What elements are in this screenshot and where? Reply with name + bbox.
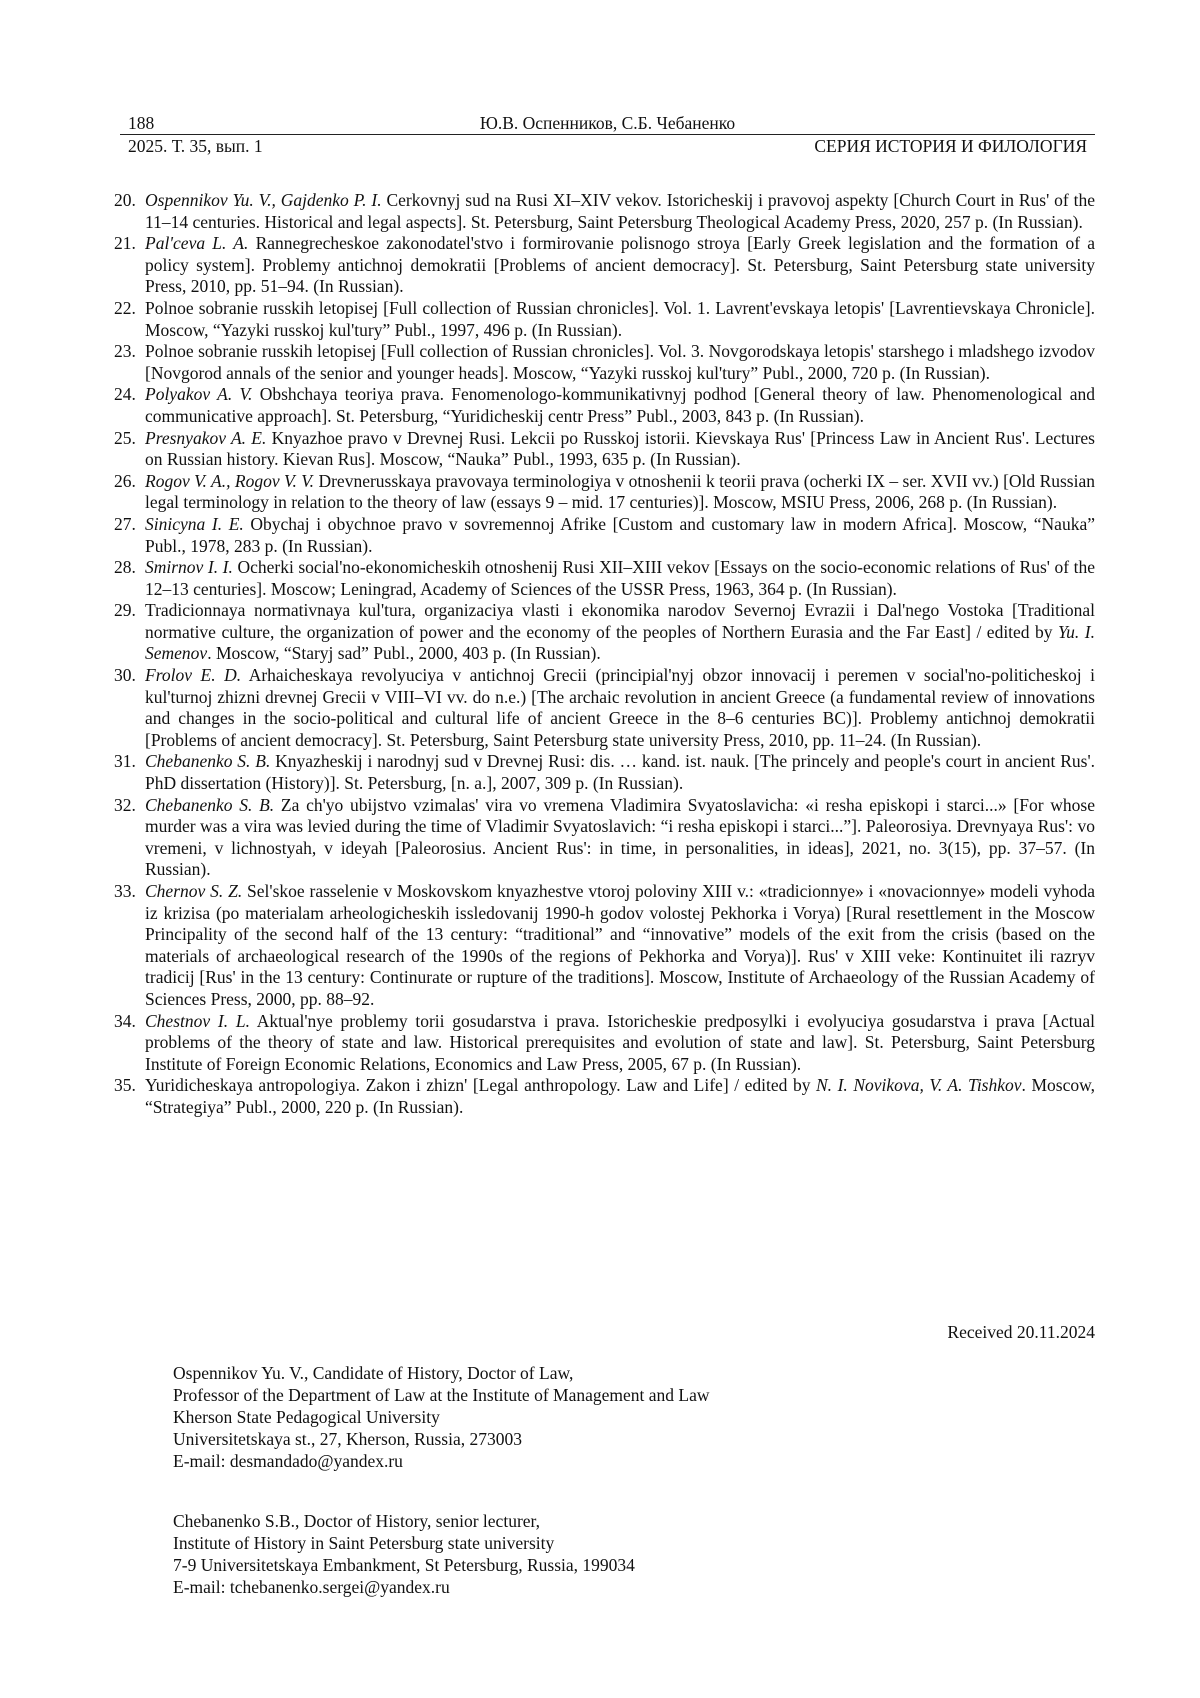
reference-item xyxy=(112,471,1095,514)
reference-author: Rogov V. A., Rogov V. V. xyxy=(145,470,315,491)
reference-text: Polnoe sobranie russkih letopisej [Full collection of Russian chronicles]. Vol. 3. Novgorodskaya letopis' starshego i mladshego izvodov [Novgorod annals of the senior and younger heads]. Moscow, “Yazyki russkoj kul'tury” Publ., 2000, 720 p. (In Russian). xyxy=(145,341,1095,383)
reference-text: Za ch'yo ubijstvo vzimalas' vira vo vremena Vladimira Svyatoslavicha: «i resha episkopi i starci...» [For whose murder was a vira was levied during the time of Vladimir Svyatoslavich: “i resha episkopi i starci...”]. Paleorosiya. Drevnyaya Rus': vo vremeni, v lichnostyah, v ideyah [Paleorosius. Ancient Rus': in time, in personalities, in ideas], 2021, no. 3(15), pp. 37–57. (In Russian). xyxy=(145,794,1095,880)
reference-number: 33. xyxy=(114,881,136,901)
reference-item xyxy=(112,1075,1095,1118)
reference-item xyxy=(112,233,1095,298)
reference-text: Rannegrecheskoe zakonodatel'stvo i formirovanie polisnogo stroya [Early Greek legislation and the formation of a policy system]. Problemy antichnoj demokratii [Problems of ancient democracy]. St. Petersburg, Saint Petersburg state university Press, 2010, pp. 51–94. (In Russian). xyxy=(145,233,1095,297)
reference-text: Sel'skoe rasselenie v Moskovskom knyazhestve vtoroj poloviny XIII v.: «tradicionnye» i «novacionnye» modeli vyhoda iz krizisa (po materialam arheologicheskih issledovanij 1990-h godov volostej Pekhorka i Vorya) [Rural resettlement in the Moscow Principality of the second half of the 13 century: “traditional” and “innovative” models of the exit from the crisis (based on the materials of archaeological research of the 1990s of the regions of Pekhorka and Vorya)]. Rus' v XIII veke: Kontinuitet ili razryv tradicij [Rus' in the 13 century: Continurate or rupture of the traditions]. Moscow, Institute of Archaeology of the Russian Academy of Sciences Press, 2000, pp. 88–92. xyxy=(145,881,1096,1009)
reference-author: Sinicyna I. E. xyxy=(145,513,244,534)
affiliation-line: Institute of History in Saint Petersburg state university xyxy=(173,1533,555,1553)
reference-number: 31. xyxy=(114,751,136,772)
reference-number: 32. xyxy=(114,794,136,815)
affiliation-line: Universitetskaya st., 27, Kherson, Russia, 273003 xyxy=(173,1429,522,1449)
reference-number: 27. xyxy=(114,513,136,534)
reference-number: 28. xyxy=(114,557,136,578)
affiliation-line: Kherson State Pedagogical University xyxy=(173,1407,440,1427)
reference-text-tail: . Moscow, “Strategiya” Publ., 2000, 220 p. (In Russian). xyxy=(145,1075,1095,1117)
header-row-bottom xyxy=(120,135,1095,157)
reference-author: Smirnov I. I. xyxy=(145,557,233,578)
reference-author: Chernov S. Z. xyxy=(145,881,243,901)
reference-text: Polnoe sobranie russkih letopisej [Full collection of Russian chronicles]. Vol. 1. Lavrent'evskaya letopis' [Lavrentievskaya Chronicle]. Moscow, “Yazyki russkoj kul'tury” Publ., 1997, 496 p. (In Russian). xyxy=(145,297,1095,340)
reference-number: 26. xyxy=(114,470,136,491)
reference-number: 25. xyxy=(114,427,136,448)
reference-text-tail: . Moscow, “Staryj sad” Publ., 2000, 403 p. (In Russian). xyxy=(207,643,601,664)
reference-author: Polyakov A. V. xyxy=(145,384,253,405)
reference-text: Knyazhoe pravo v Drevnej Rusi. Lekcii po Russkoj istorii. Kievskaya Rus' [Princess Law in Ancient Rus'. Lectures on Russian history. Kievan Rus]. Moscow, “Nauka” Publ., 1993, 635 p. (In Russian). xyxy=(145,427,1095,470)
reference-author: Pal'ceva L. A. xyxy=(145,233,249,254)
reference-text: Arhaicheskaya revolyuciya v antichnoj Grecii (principial'nyj obzor innovacij i peremen v social'no-politicheskoj i kul'turnoj zhizni drevnej Grecii v VIII–VI vv. do n.e.) [The archaic revolution in ancient Greece (a fundamental review of innovations and changes in the socio-political and cultural life of ancient Greece in the 8–6 centuries BC)]. Problemy antichnoj demokratii [Problems of ancient democracy]. St. Petersburg, Saint Petersburg state university Press, 2010, pp. 11–24. (In Russian). xyxy=(145,665,1096,750)
reference-editor: N. I. Novikova, V. A. Tishkov xyxy=(816,1075,1022,1096)
affiliation-line: Chebanenko S.B., Doctor of History, senior lecturer, xyxy=(173,1511,541,1531)
reference-text: Obshchaya teoriya prava. Fenomenologo-kommunikativnyj podhod [General theory of law. Phenomenological and communicative approach]. St. Petersburg, “Yuridicheskij centr Press” Publ., 2003, 843 p. (In Russian). xyxy=(145,384,1095,426)
affiliation-line: E-mail: desmandado@yandex.ru xyxy=(173,1451,403,1471)
reference-text: Ocherki social'no-ekonomicheskih otnoshenij Rusi XII–XIII vekov [Essays on the socio-economic relations of Rus' of the 12–13 centuries]. Moscow; Leningrad, Academy of Sciences of the USSR Press, 1963, 364 p. (In Russian). xyxy=(145,557,1095,599)
reference-item xyxy=(112,341,1095,384)
reference-author: Chebanenko S. B. xyxy=(145,794,275,815)
reference-author: Chebanenko S. B. xyxy=(145,751,271,772)
header-authors: Ю.В. Оспенников, С.Б. Чебаненко xyxy=(479,113,736,133)
reference-item xyxy=(112,751,1095,794)
reference-number: 29. xyxy=(114,600,136,621)
reference-text: Cerkovnyj sud na Rusi XI–XIV vekov. Istoricheskij i pravovoj aspekty [Church Court in Rus' of the 11–14 centuries. Historical and legal aspects]. St. Petersburg, Saint Petersburg Theological Academy Press, 2020, 257 p. (In Russian). xyxy=(145,190,1095,232)
reference-item xyxy=(112,384,1095,427)
journal-issue: 2025. Т. 35, вып. 1 xyxy=(128,136,263,156)
reference-number: 21. xyxy=(114,233,136,254)
reference-item xyxy=(112,298,1095,341)
author-affiliation-chebanenko xyxy=(173,1510,635,1598)
reference-text: Obychaj i obychnoe pravo v sovremennoj Afrike [Custom and customary law in modern Africa]. Moscow, “Nauka” Publ., 1978, 283 p. (In Russian). xyxy=(145,513,1095,556)
reference-number: 20. xyxy=(114,190,136,210)
page-number: 188 xyxy=(128,113,155,133)
reference-number: 34. xyxy=(114,1010,136,1031)
reference-number: 23. xyxy=(114,341,136,362)
reference-number: 22. xyxy=(114,297,136,318)
reference-item xyxy=(112,190,1095,233)
reference-text: Yuridicheskaya antropologiya. Zakon i zhizn' [Legal anthropology. Law and Life] / edited by xyxy=(145,1075,816,1096)
reference-item xyxy=(112,881,1095,1011)
reference-author: Ospennikov Yu. V., Gajdenko P. I. xyxy=(145,190,382,210)
reference-item xyxy=(112,557,1095,600)
running-header xyxy=(120,112,1095,157)
reference-author: Presnyakov A. E. xyxy=(145,427,267,448)
received-date: Received 20.11.2024 xyxy=(947,1322,1095,1342)
header-row-top xyxy=(120,112,1095,134)
reference-number: 35. xyxy=(114,1075,136,1096)
reference-item xyxy=(112,514,1095,557)
reference-text: Aktual'nye problemy torii gosudarstva i prava. Istoricheskie predposylki i evolyuciya gosudarstva i prava [Actual problems of the theory of state and law. Historical prerequisites and evolution of state and law]. St. Petersburg, Saint Petersburg Institute of Foreign Economic Relations, Economics and Law Press, 2005, 67 p. (In Russian). xyxy=(145,1010,1095,1074)
reference-item xyxy=(112,795,1095,881)
reference-text: Knyazheskij i narodnyj sud v Drevnej Rusi: dis. … kand. ist. nauk. [The princely and people's court in ancient Rus'. PhD dissertation (History)]. St. Petersburg, [n. a.], 2007, 309 p. (In Russian). xyxy=(145,751,1095,794)
reference-item xyxy=(112,428,1095,471)
reference-text: Tradicionnaya normativnaya kul'tura, organizaciya vlasti i ekonomika narodov Severnoj Evrazii i Dal'nego Vostoka [Traditional normative culture, the organization of power and the economy of the peoples of Northern Eurasia and the Far East] / edited by xyxy=(145,600,1095,642)
reference-author: Frolov E. D. xyxy=(145,665,242,686)
author-affiliation-ospennikov xyxy=(173,1362,710,1472)
reference-editor: Yu. I. Semenov xyxy=(145,621,1095,664)
reference-item xyxy=(112,665,1095,751)
affiliation-line: Ospennikov Yu. V., Candidate of History, Doctor of Law, xyxy=(173,1363,574,1383)
affiliation-line: 7-9 Universitetskaya Embankment, St Petersburg, Russia, 199034 xyxy=(173,1555,635,1575)
reference-number: 24. xyxy=(114,384,136,405)
affiliation-line: Professor of the Department of Law at the Institute of Management and Law xyxy=(173,1385,710,1405)
reference-author: Chestnov I. L. xyxy=(145,1010,250,1031)
reference-item xyxy=(112,600,1095,665)
reference-item xyxy=(112,1011,1095,1076)
reference-text: Drevnerusskaya pravovaya terminologiya v otnoshenii k teorii prava (ocherki IX – ser. XVII vv.) [Old Russian legal terminology in relation to the theory of law (essays 9 – mid. 17 centuries)]. Moscow, MSIU Press, 2006, 268 p. (In Russian). xyxy=(145,470,1096,513)
affiliation-line: E-mail: tchebanenko.sergei@yandex.ru xyxy=(173,1577,450,1597)
reference-number: 30. xyxy=(114,665,136,686)
reference-list xyxy=(112,190,1095,1119)
journal-series: СЕРИЯ ИСТОРИЯ И ФИЛОЛОГИЯ xyxy=(814,136,1087,156)
